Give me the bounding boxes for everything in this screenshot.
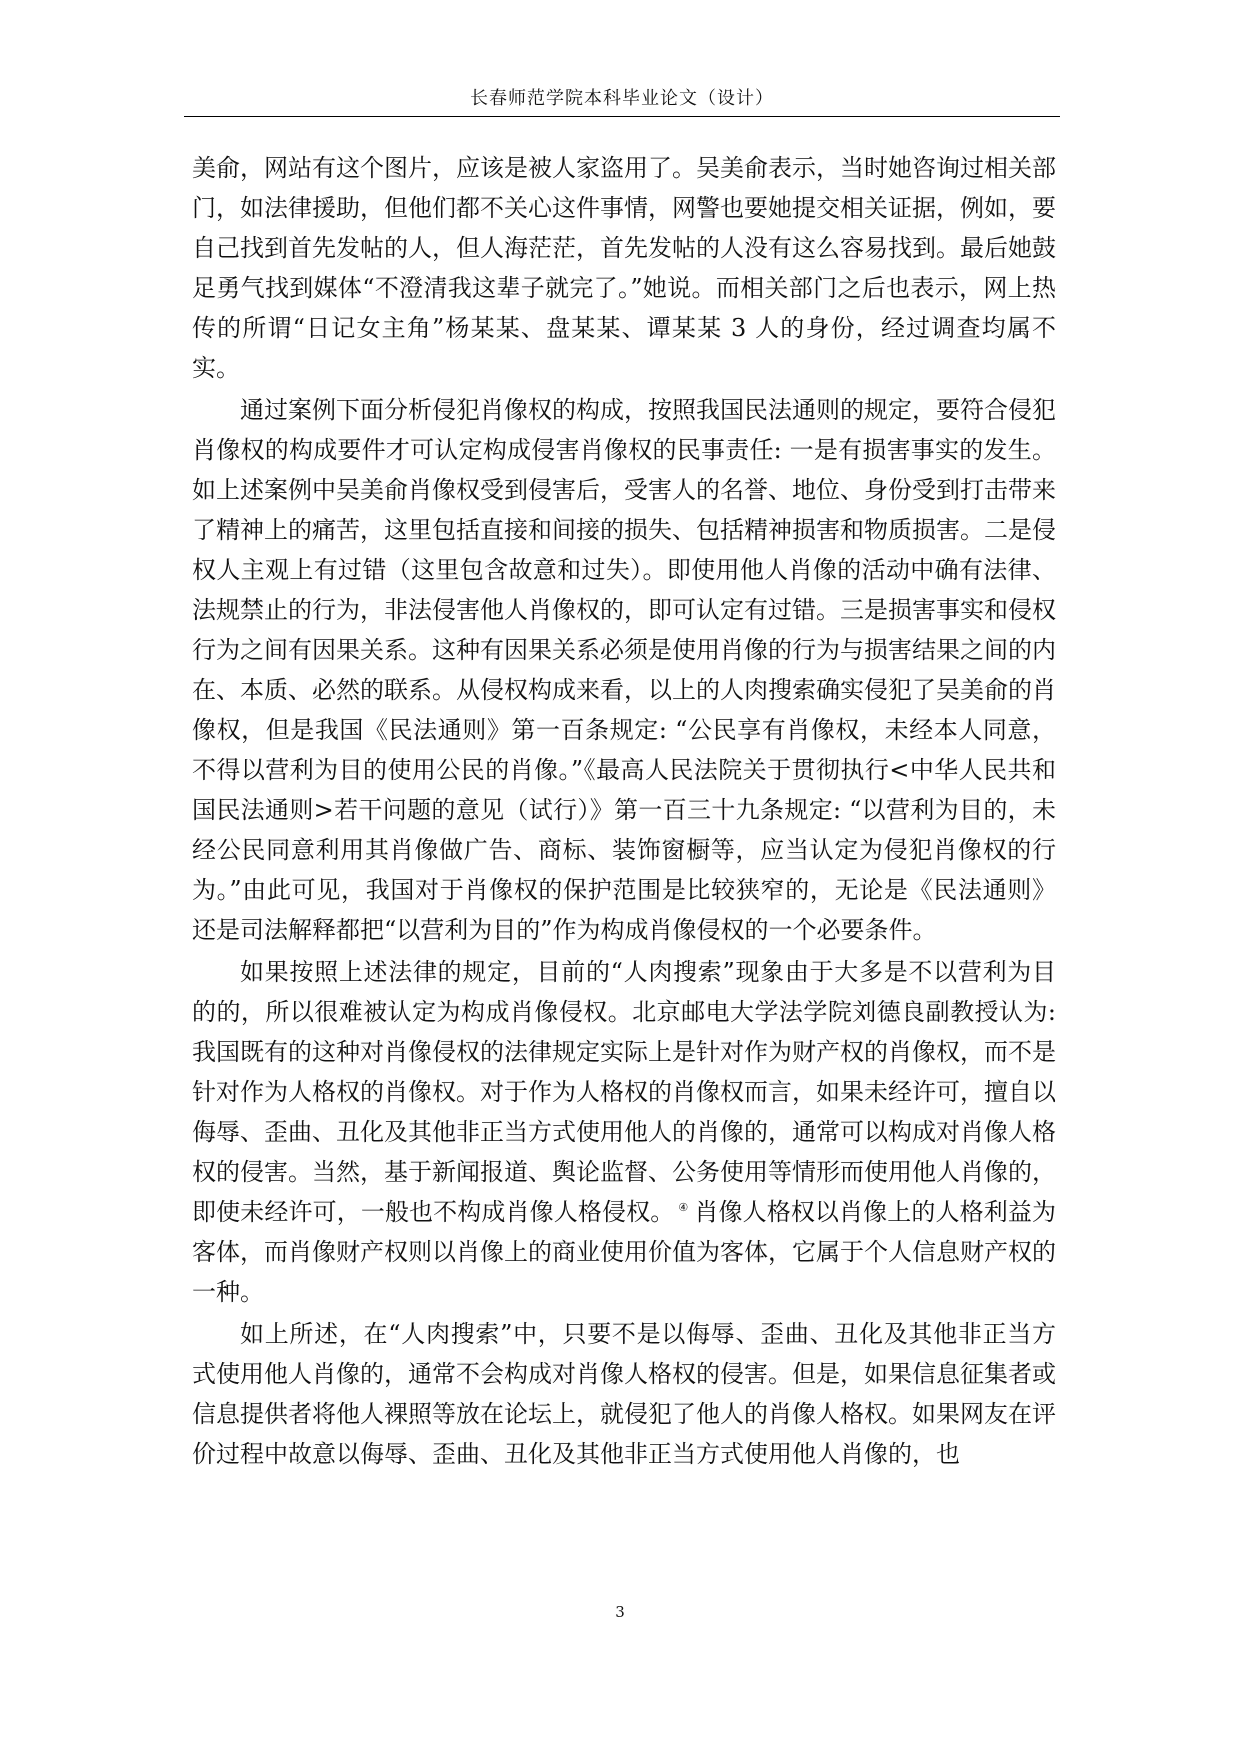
- paragraph-2: 通过案例下面分析侵犯肖像权的构成，按照我国民法通则的规定，要符合侵犯肖像权的构成要件才可认定构成侵害肖像权的民事责任: 一是有损害事实的发生。如上述案例中吴美俞肖像权受到侵害后，受害人的名誉、地位、身份受到打击带来了精神上的痛苦，这里包括直接和间接的损失、包括精神损害和物质损害。二是侵权人主观上有过错（这里包含故意和过失）。即使用他人肖像的活动中确有法律、法规禁止的行为，非法侵害他人肖像权的，即可认定有过错。三是损害事实和侵权行为之间有因果关系。这种有因果关系必须是使用肖像的行为与损害结果之间的内在、本质、必然的联系。从侵权构成来看，以上的人肉搜索确实侵犯了吴美俞的肖像权，但是我国《民法通则》第一百条规定: “公民享有肖像权，未经本人同意，不得以营利为目的使用公民的肖像。”《最高人民法院关于贯彻执行<中华人民共和国民法通则>若干问题的意见（试行）》第一百三十九条规定: “以营利为目的，未经公民同意利用其肖像做广告、商标、装饰窗橱等，应当认定为侵犯肖像权的行为。”由此可见，我国对于肖像权的保护范围是比较狭窄的，无论是《民法通则》还是司法解释都把“以营利为目的”作为构成肖像侵权的一个必要条件。: [192, 396, 1056, 944]
- paragraph-4: 如上所述，在“人肉搜索”中，只要不是以侮辱、歪曲、丑化及其他非正当方式使用他人肖像的，通常不会构成对肖像人格权的侵害。但是，如果信息征集者或信息提供者将他人裸照等放在论坛上，就侵犯了他人的肖像人格权。如果网友在评价过程中故意以侮辱、歪曲、丑化及其他非正当方式使用他人肖像的，也: [192, 1320, 1056, 1468]
- paragraph-3-text-after: 肖像人格权以肖像上的人格利益为客体，而肖像财产权则以肖像上的商业使用价值为客体，它属于个人信息财产权的一种。: [192, 1198, 1056, 1306]
- footnote-marker: ④: [678, 1201, 689, 1214]
- paragraph-3-text-before: 如果按照上述法律的规定，目前的“人肉搜索”现象由于大多是不以营利为目的的，所以很难被认定为构成肖像侵权。北京邮电大学法学院刘德良副教授认为: 我国既有的这种对肖像侵权的法律规定实际上是针对作为财产权的肖像权，而不是针对作为人格权的肖像权。对于作为人格权的肖像权而言，如果未经许可，擅自以侮辱、歪曲、丑化及其他非正当方式使用他人的肖像的，通常可以构成对肖像人格权的侵害。当然，基于新闻报道、舆论监督、公务使用等情形而使用他人肖像的，即使未经许可，一般也不构成肖像人格侵权。: [192, 958, 1056, 1226]
- paragraph-1: 美俞，网站有这个图片，应该是被人家盗用了。吴美俞表示，当时她咨询过相关部门，如法律援助，但他们都不关心这件事情，网警也要她提交相关证据，例如，要自己找到首先发帖的人，但人海茫茫，首先发帖的人没有这么容易找到。最后她鼓足勇气找到媒体“不澄清我这辈子就完了。”她说。而相关部门之后也表示，网上热传的所谓“日记女主角”杨某某、盘某某、谭某某 3 人的身份，经过调查均属不实。: [192, 154, 1056, 382]
- paragraph-3: [192, 952, 1056, 1312]
- page-header-title: 长春师范学院本科毕业论文（设计）: [470, 88, 774, 109]
- document-body: [192, 148, 1056, 1476]
- page-number: 3: [615, 1603, 625, 1621]
- header-divider: [184, 116, 1060, 117]
